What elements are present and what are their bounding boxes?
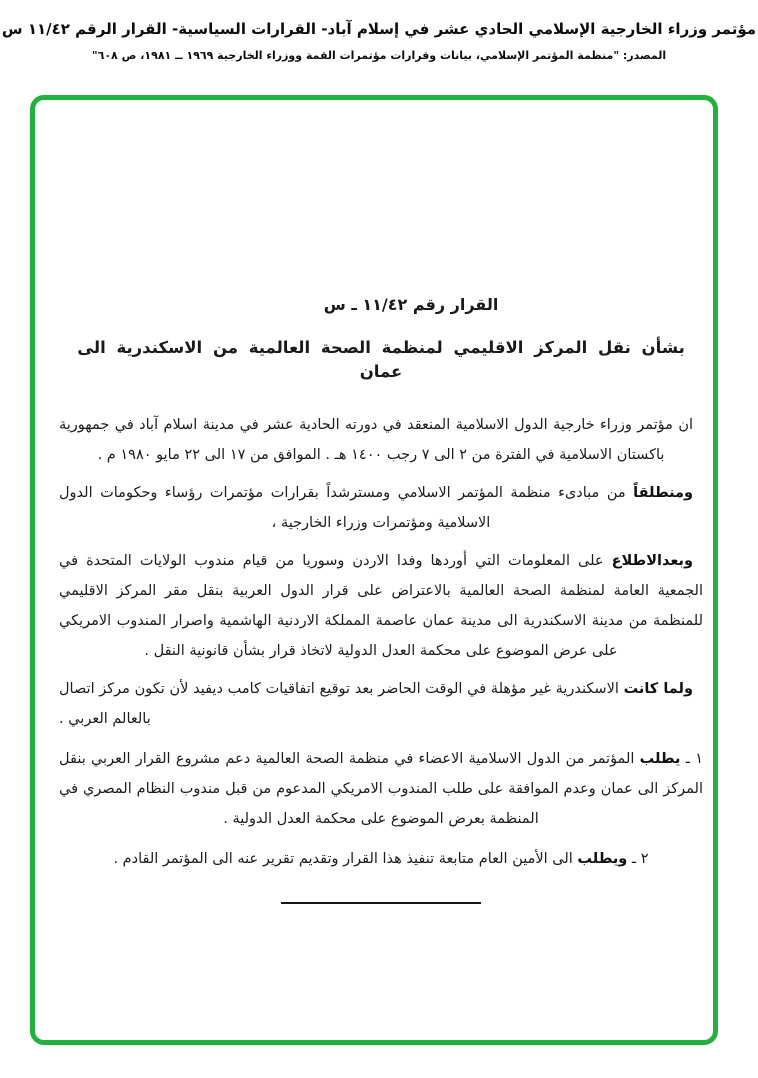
operative-item-1 [59,744,703,834]
resolution-title: بشأن نقل المركز الاقليمي لمنظمة الصحة العالمية من الاسكندرية الى عمان [77,338,685,381]
citation-source-line: المصدر: "منظمة المؤتمر الإسلامي، بيانات وقرارات مؤتمرات القمة ووزراء الخارجية ١٩٦٩ ــ ١٩٨١، ص ٦٠٨" [91,49,667,62]
document-green-frame [30,95,718,1045]
citation-title-line: مؤتمر وزراء الخارجية الإسلامي الحادي عشر في إسلام آباد- القرارات السياسية- القرار الرقم ١١/٤٢ س [1,20,757,38]
item-number: ١ ـ [680,751,704,767]
paragraph-preamble-information [59,546,703,666]
paragraph-lead-word: ويطلب [577,851,628,867]
paragraph-lead-word: وبعدالاطلاع [611,553,693,569]
paragraph-text: المؤتمر من الدول الاسلامية الاعضاء في منظمة الصحة العالمية دعم مشروع القرار العربي بنقل المركز الى عمان وعدم الموافقة على طلب المندوب الامريكي المدعوم من قبل مندوب النظام المصري في المنظمة بعرض الموضوع على محكمة العدل الدولية . [59,751,703,827]
paragraph-preamble-alexandria [59,674,703,734]
end-divider-rule [281,902,481,904]
paragraph-lead-word: يطلب [639,751,681,767]
paragraph-lead-word: ولما كانت [623,681,693,697]
paragraph-text: من مبادىء منظمة المؤتمر الاسلامي ومسترشداً بقرارات مؤتمرات رؤساء وحكومات الدول الاسلامية ومؤتمرات وزراء الخارجية ، [59,485,634,531]
resolution-number-heading: القرار رقم ١١/٤٢ ـ س [323,295,499,314]
paragraph-text: ان مؤتمر وزراء خارجية الدول الاسلامية المنعقد في دورته الحادية عشر في مدينة اسلام آباد في جمهورية باكستان الاسلامية في الفترة من ٢ الى ٧ رجب ١٤٠٠ هـ . الموافق من ١٧ الى ٢٢ مايو ١٩٨٠ م . [59,417,693,463]
paragraph-text: الاسكندرية غير مؤهلة في الوقت الحاضر بعد توقيع اتفاقيات كامب ديفيد لأن تكون مركز اتصال بالعالم العربي . [59,681,624,727]
paragraph-preamble-session [59,410,703,470]
operative-item-2 [59,844,703,874]
paragraph-text: الى الأمين العام متابعة تنفيذ هذا القرار وتقديم تقرير عنه الى المؤتمر القادم . [113,851,578,867]
citation-header [0,0,758,64]
paragraph-preamble-principles [59,478,703,538]
item-number: ٢ ـ [627,851,649,867]
paragraph-lead-word: ومنطلقاً [633,485,693,501]
paragraph-text: على المعلومات التي أوردها وفدا الاردن وسوريا من قيام مندوب الولايات المتحدة في الجمعية العامة لمنظمة الصحة العالمية بالاعتراض على قرار الدول العربية بنقل مقر المركز الاقليمي للمنظمة من مدينة الاسكندرية الى مدينة عمان عاصمة المملكة الاردنية الهاشمية واصرار المندوب الامريكي على عرض الموضوع على محكمة العدل الدولية لاتخاذ قرار بشأن قانونية النقل . [59,553,703,659]
